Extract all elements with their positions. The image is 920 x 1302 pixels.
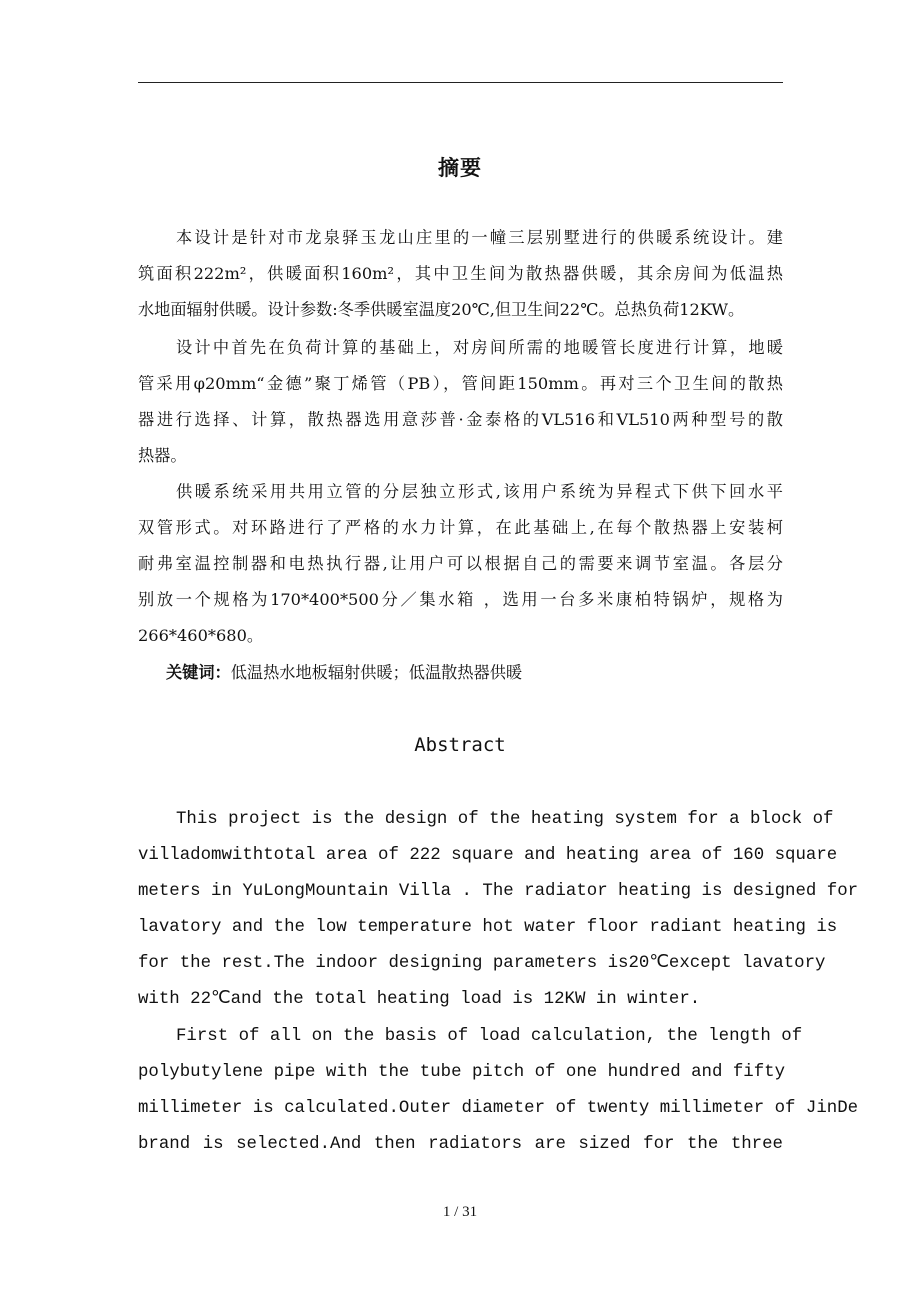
abstract-en-paragraph-1 [138,802,859,1018]
en-p2-line-2: polybutylene pipe with the tube pitch of one hundred and fifty [138,1063,786,1082]
cn-p3-line-2: 双管形式。对环路进行了严格的水力计算，在此基础上,在每个散热器上安装柯 [138,518,783,537]
en-p1-line-3: meters in YuLongMountain Villa . The radiator heating is designed for [138,882,859,901]
en-p1-line-6: with 22℃and the total heating load is 12KW in winter. [138,990,701,1009]
header-rule [138,82,783,83]
cn-p2-line-1: 设计中首先在负荷计算的基础上，对房间所需的地暖管长度进行计算，地暖 [176,338,783,357]
cn-p2-line-4: 热器。 [138,446,187,465]
cn-p2-line-2: 管采用φ20mm“金德”聚丁烯管（PB），管间距150mm。再对三个卫生间的散热 [138,374,783,393]
cn-p3-line-1: 供暖系统采用共用立管的分层独立形式,该用户系统为异程式下供下回水平 [176,482,783,501]
en-p2-line-3: millimeter is calculated.Outer diameter of twenty millimeter of JinDe [138,1099,859,1118]
keywords-line [166,658,522,688]
cn-p1-line-3: 水地面辐射供暖。设计参数:冬季供暖室温度20℃,但卫生间22℃。总热负荷12KW。 [138,300,745,319]
cn-p1-line-2: 筑面积222m²，供暖面积160m²，其中卫生间为散热器供暖，其余房间为低温热 [138,264,783,283]
abstract-en-paragraph-2 [138,1019,859,1163]
en-p2-line-4: brand is selected.And then radiators are sized for the three [138,1135,783,1154]
abstract-cn-paragraph-3 [138,474,783,654]
cn-p3-line-3: 耐弗室温控制器和电热执行器,让用户可以根据自己的需要来调节室温。各层分 [138,554,783,573]
keywords-text: 低温热水地板辐射供暖；低温散热器供暖 [230,663,523,682]
abstract-en-title: Abstract [414,734,506,756]
en-p1-line-4: lavatory and the low temperature hot water floor radiant heating is [138,918,838,937]
en-p1-line-2: villadomwithtotal area of 222 square and heating area of 160 square [138,846,838,865]
en-p2-line-1: First of all on the basis of load calculation, the length of [176,1027,803,1046]
en-p1-line-1: This project is the design of the heating system for a block of [176,810,834,829]
keywords-label: 关键词： [166,663,231,682]
cn-p1-line-1: 本设计是针对市龙泉驿玉龙山庄里的一幢三层别墅进行的供暖系统设计。建 [176,228,783,247]
page-number: 1 / 31 [442,1204,478,1220]
abstract-cn-title: 摘要 [438,155,482,180]
abstract-cn-paragraph-1 [138,220,783,328]
cn-p2-line-3: 器进行选择、计算，散热器选用意莎普·金泰格的VL516和VL510两种型号的散 [138,410,783,429]
cn-p3-line-4: 别放一个规格为170*400*500分／集水箱 ，选用一台多米康柏特锅炉，规格为 [138,590,783,609]
cn-p3-line-5: 266*460*680。 [138,626,264,645]
en-p1-line-5: for the rest.The indoor designing parameters is20℃except lavatory [138,954,826,973]
abstract-cn-paragraph-2 [138,330,783,474]
